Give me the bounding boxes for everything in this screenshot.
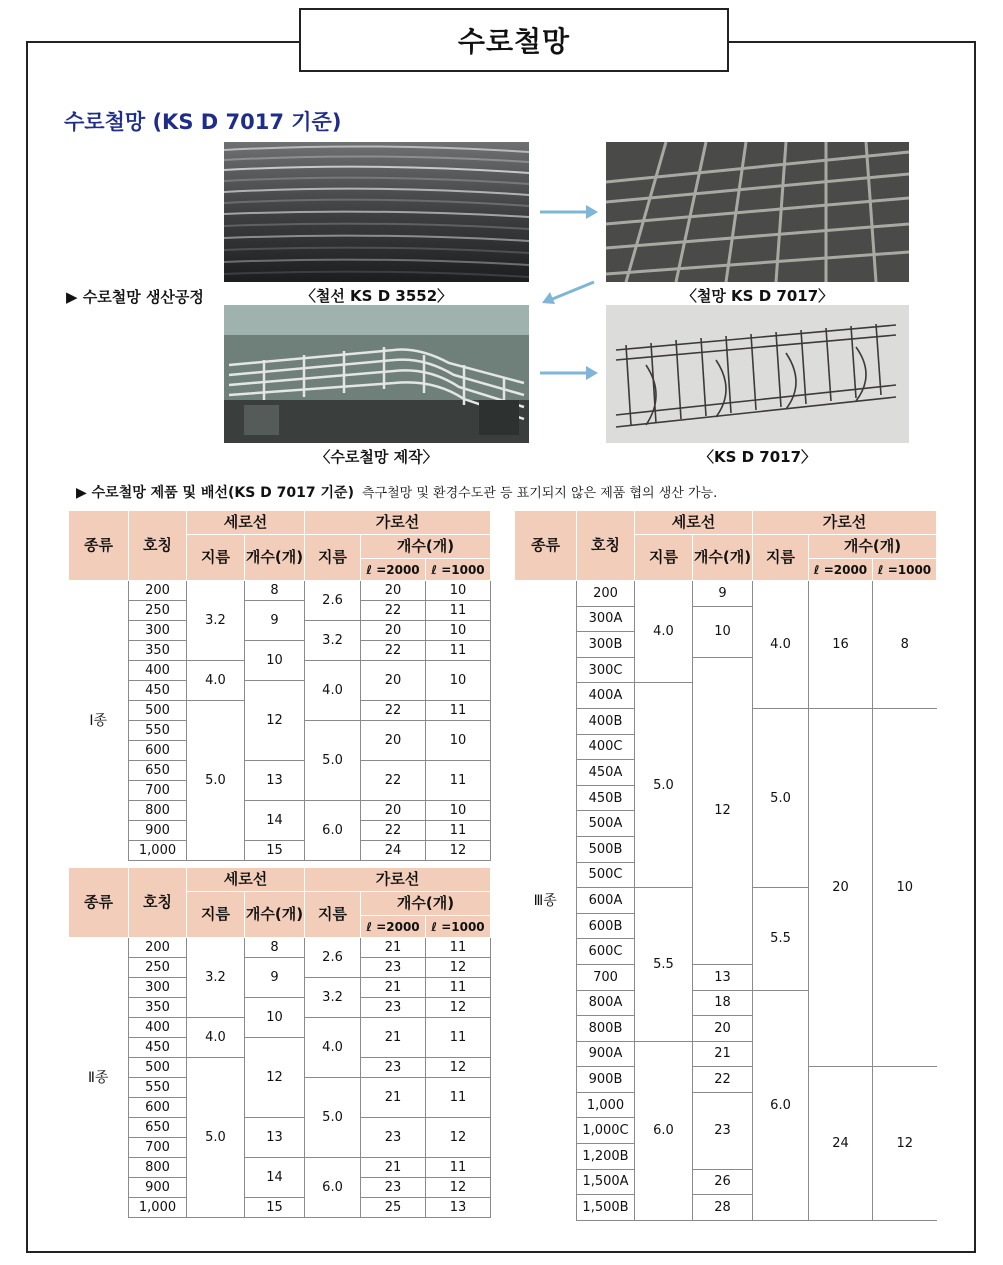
h-l2000-cell: 20 [361,581,426,601]
header-h-diameter: 지름 [305,892,361,938]
h-diameter-cell: 6.0 [305,1158,361,1218]
spec-table-type2 [68,867,491,1218]
name-cell: 700 [577,964,635,990]
v-count-cell: 23 [693,1092,753,1169]
h-l1000-cell: 12 [426,1118,491,1158]
caption-wire: 〈철선 KS D 3552〉 [300,287,453,305]
name-cell: 450 [129,681,187,701]
name-cell: 550 [129,721,187,741]
name-cell: 1,000 [129,1198,187,1218]
v-count-cell: 12 [693,657,753,964]
h-l2000-cell: 16 [809,581,873,709]
name-cell: 450A [577,760,635,786]
h-l1000-cell: 11 [426,978,491,998]
h-l1000-cell: 10 [426,721,491,761]
v-diameter-cell: 4.0 [635,581,693,683]
h-l1000-cell: 11 [426,601,491,621]
h-l1000-cell: 10 [426,621,491,641]
h-l2000-cell: 22 [361,701,426,721]
name-cell: 500A [577,811,635,837]
h-l1000-cell: 10 [426,581,491,601]
arrow-right-icon [538,364,600,382]
h-l2000-cell: 21 [361,1078,426,1118]
header-h-count: 개수(개) [361,892,491,916]
fabrication-photo [224,305,529,443]
h-diameter-cell: 4.0 [305,661,361,721]
name-cell: 200 [577,581,635,607]
name-cell: 300A [577,606,635,632]
name-cell: 400B [577,708,635,734]
v-count-cell: 8 [245,581,305,601]
header-vertical: 세로선 [187,511,305,535]
name-cell: 350 [129,641,187,661]
h-l1000-cell: 10 [426,801,491,821]
v-count-cell: 15 [245,841,305,861]
name-cell: 800A [577,990,635,1016]
header-h-count: 개수(개) [809,535,937,559]
v-count-cell: 9 [693,581,753,607]
spec-note [76,482,717,502]
h-diameter-cell: 3.2 [305,978,361,1018]
arrow-down-left-icon [538,278,598,306]
spec-table-type3 [514,510,937,1221]
h-diameter-cell: 5.0 [305,721,361,801]
name-cell: 200 [129,581,187,601]
h-l1000-cell: 12 [426,1058,491,1078]
kind-label: Ⅲ종 [515,581,577,1221]
h-l2000-cell: 23 [361,1058,426,1078]
name-cell: 400C [577,734,635,760]
wire-coil-photo [224,142,529,282]
header-horizontal: 가로선 [753,511,937,535]
h-l2000-cell: 20 [809,708,873,1066]
v-diameter-cell: 3.2 [187,581,245,661]
h-l1000-cell: 12 [426,841,491,861]
v-count-cell: 22 [693,1067,753,1093]
h-l1000-cell: 11 [426,701,491,721]
h-l2000-cell: 21 [361,1018,426,1058]
h-diameter-cell: 6.0 [753,990,809,1220]
name-cell: 800B [577,1016,635,1042]
name-cell: 900A [577,1041,635,1067]
v-diameter-cell: 4.0 [187,1018,245,1058]
v-count-cell: 9 [245,601,305,641]
spec-note-title: ▶ 수로철망 제품 및 배선(KS D 7017 기준) [76,485,354,501]
v-count-cell: 26 [693,1169,753,1195]
h-l1000-cell: 12 [426,998,491,1018]
header-v-count: 개수(개) [245,892,305,938]
h-diameter-cell: 2.6 [305,581,361,621]
v-count-cell: 12 [245,681,305,761]
kind-label: Ⅰ종 [69,581,129,861]
name-cell: 600 [129,741,187,761]
process-label: ▶ 수로철망 생산공정 [66,288,204,306]
h-diameter-cell: 5.0 [753,708,809,887]
name-cell: 650 [129,1118,187,1138]
h-diameter-cell: 2.6 [305,938,361,978]
header-h-diameter: 지름 [753,535,809,581]
name-cell: 800 [129,1158,187,1178]
h-l1000-cell: 11 [426,1018,491,1058]
name-cell: 1,500A [577,1169,635,1195]
v-count-cell: 10 [245,641,305,681]
v-diameter-cell: 5.0 [187,701,245,861]
name-cell: 1,000C [577,1118,635,1144]
name-cell: 500 [129,1058,187,1078]
v-count-cell: 10 [245,998,305,1038]
h-l2000-cell: 22 [361,761,426,801]
header-name: 호칭 [129,511,187,581]
caption-mesh: 〈철망 KS D 7017〉 [681,287,834,305]
v-count-cell: 12 [245,1038,305,1118]
h-l2000-cell: 24 [809,1067,873,1221]
name-cell: 1,500B [577,1195,635,1221]
v-count-cell: 15 [245,1198,305,1218]
v-count-cell: 13 [245,761,305,801]
name-cell: 400 [129,1018,187,1038]
v-count-cell: 10 [693,606,753,657]
name-cell: 550 [129,1078,187,1098]
v-count-cell: 21 [693,1041,753,1067]
v-diameter-cell: 5.0 [635,683,693,888]
v-count-cell: 20 [693,1016,753,1042]
name-cell: 800 [129,801,187,821]
h-l1000-cell: 11 [426,1158,491,1178]
h-l2000-cell: 20 [361,621,426,641]
h-diameter-cell: 4.0 [305,1018,361,1078]
name-cell: 500 [129,701,187,721]
v-count-cell: 13 [693,964,753,990]
h-l1000-cell: 10 [426,661,491,701]
header-h-count: 개수(개) [361,535,491,559]
name-cell: 900 [129,1178,187,1198]
h-l2000-cell: 25 [361,1198,426,1218]
name-cell: 600 [129,1098,187,1118]
name-cell: 200 [129,938,187,958]
h-l1000-cell: 12 [873,1067,937,1221]
name-cell: 650 [129,761,187,781]
name-cell: 300 [129,978,187,998]
h-l2000-cell: 24 [361,841,426,861]
header-v-diameter: 지름 [635,535,693,581]
v-count-cell: 13 [245,1118,305,1158]
name-cell: 500C [577,862,635,888]
name-cell: 700 [129,781,187,801]
h-l2000-cell: 22 [361,821,426,841]
name-cell: 250 [129,601,187,621]
name-cell: 1,200B [577,1144,635,1170]
header-v-count: 개수(개) [693,535,753,581]
h-l1000-cell: 11 [426,761,491,801]
name-cell: 900 [129,821,187,841]
header-vertical: 세로선 [635,511,753,535]
name-cell: 300C [577,657,635,683]
h-l1000-cell: 11 [426,1078,491,1118]
v-count-cell: 9 [245,958,305,998]
header-l1000: ℓ =1000 [873,559,937,581]
name-cell: 700 [129,1138,187,1158]
header-v-count: 개수(개) [245,535,305,581]
h-l2000-cell: 20 [361,721,426,761]
h-l2000-cell: 23 [361,998,426,1018]
header-v-diameter: 지름 [187,892,245,938]
v-count-cell: 14 [245,801,305,841]
header-l1000: ℓ =1000 [426,559,491,581]
h-diameter-cell: 5.0 [305,1078,361,1158]
h-diameter-cell: 5.5 [753,888,809,990]
h-diameter-cell: 3.2 [305,621,361,661]
h-l2000-cell: 21 [361,978,426,998]
kind-label: Ⅱ종 [69,938,129,1218]
v-count-cell: 8 [245,938,305,958]
h-l1000-cell: 11 [426,641,491,661]
name-cell: 400A [577,683,635,709]
header-l2000: ℓ =2000 [361,916,426,938]
h-l1000-cell: 11 [426,821,491,841]
header-name: 호칭 [129,868,187,938]
h-l2000-cell: 23 [361,1178,426,1198]
h-diameter-cell: 4.0 [753,581,809,709]
v-diameter-cell: 4.0 [187,661,245,701]
mesh-photo [606,142,909,282]
h-l1000-cell: 12 [426,958,491,978]
header-h-diameter: 지름 [305,535,361,581]
v-count-cell: 18 [693,990,753,1016]
header-kind: 종류 [515,511,577,581]
name-cell: 900B [577,1067,635,1093]
page-title: 수로철망 [299,8,729,72]
v-diameter-cell: 3.2 [187,938,245,1018]
spec-note-sub: 측구철망 및 환경수도관 등 표기되지 않은 제품 협의 생산 가능. [361,486,718,501]
h-l2000-cell: 23 [361,1118,426,1158]
h-l2000-cell: 20 [361,661,426,701]
name-cell: 300 [129,621,187,641]
h-l1000-cell: 12 [426,1178,491,1198]
v-count-cell: 28 [693,1195,753,1221]
caption-product: 〈KS D 7017〉 [698,448,817,466]
arrow-right-icon [538,203,600,221]
h-l1000-cell: 8 [873,581,937,709]
name-cell: 1,000 [129,841,187,861]
name-cell: 600B [577,913,635,939]
h-l2000-cell: 22 [361,641,426,661]
v-diameter-cell: 5.0 [187,1058,245,1218]
name-cell: 450B [577,785,635,811]
h-l2000-cell: 22 [361,601,426,621]
name-cell: 600A [577,888,635,914]
name-cell: 250 [129,958,187,978]
v-diameter-cell: 6.0 [635,1041,693,1220]
h-l2000-cell: 20 [361,801,426,821]
header-l1000: ℓ =1000 [426,916,491,938]
name-cell: 350 [129,998,187,1018]
spec-table-type1 [68,510,491,861]
h-l1000-cell: 10 [873,708,937,1066]
h-diameter-cell: 6.0 [305,801,361,861]
name-cell: 450 [129,1038,187,1058]
header-l2000: ℓ =2000 [809,559,873,581]
v-count-cell: 14 [245,1158,305,1198]
header-v-diameter: 지름 [187,535,245,581]
header-l2000: ℓ =2000 [361,559,426,581]
header-kind: 종류 [69,868,129,938]
section-subtitle: 수로철망 (KS D 7017 기준) [64,110,342,134]
h-l2000-cell: 21 [361,1158,426,1178]
caption-fabrication: 〈수로철망 제작〉 [315,448,438,466]
header-kind: 종류 [69,511,129,581]
product-photo [606,305,909,443]
h-l2000-cell: 23 [361,958,426,978]
name-cell: 300B [577,632,635,658]
name-cell: 400 [129,661,187,681]
name-cell: 500B [577,836,635,862]
h-l2000-cell: 21 [361,938,426,958]
name-cell: 600C [577,939,635,965]
h-l1000-cell: 13 [426,1198,491,1218]
header-horizontal: 가로선 [305,511,491,535]
header-horizontal: 가로선 [305,868,491,892]
header-vertical: 세로선 [187,868,305,892]
name-cell: 1,000 [577,1092,635,1118]
header-name: 호칭 [577,511,635,581]
v-diameter-cell: 5.5 [635,888,693,1042]
h-l1000-cell: 11 [426,938,491,958]
